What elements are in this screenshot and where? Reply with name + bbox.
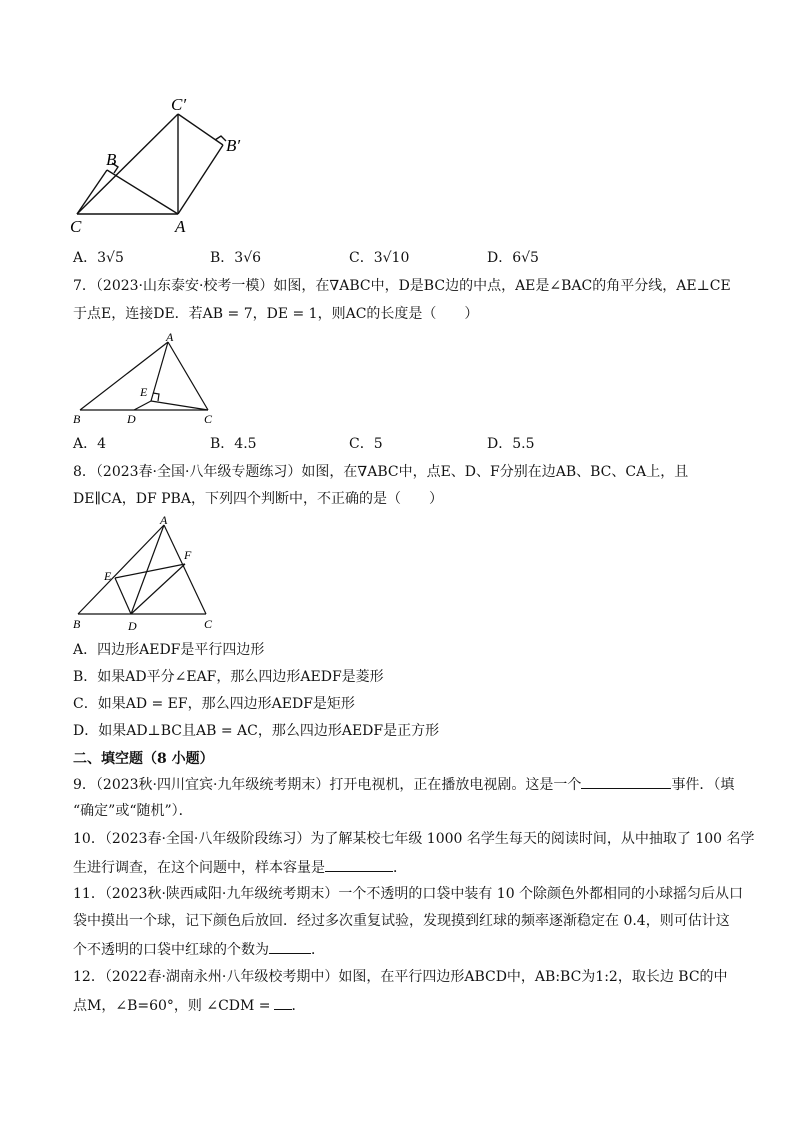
q7-figure <box>70 330 230 428</box>
q7-stem-line2: 于点E，连接DE．若AB = 7，DE = 1，则AC的长度是（ ） <box>73 306 479 322</box>
q11-line2: 袋中摸出一个球，记下颜色后放回．经过多次重复试验，发现摸到红球的频率逐渐稳定在 0.4，则可估计这 <box>73 913 730 929</box>
q6-option-a: A．3√5 <box>73 250 124 266</box>
q9-answer-blank[interactable] <box>581 774 671 789</box>
q10-line2 <box>73 857 407 878</box>
q11-text-a: 个不透明的口袋中红球的个数为 <box>73 942 269 958</box>
q6-figure <box>60 90 260 240</box>
q8-option-a: A．四边形AEDF是平行四边形 <box>73 642 265 658</box>
q9-line1 <box>73 774 734 795</box>
q6-label-c: C <box>70 217 82 236</box>
q7-label-e: E <box>140 385 148 399</box>
q8-option-c: C．如果AD = EF，那么四边形AEDF是矩形 <box>73 696 355 712</box>
q10-text-b: ． <box>393 860 407 876</box>
q8-option-d: D．如果AD⊥BC且AB = AC，那么四边形AEDF是正方形 <box>73 723 440 739</box>
q6-label-cprime: C′ <box>171 95 187 114</box>
q8-label-d: D <box>128 619 137 633</box>
q6-option-d: D．6√5 <box>487 250 539 266</box>
q8-stem-line1: 8．（2023春·全国·八年级专题练习）如图，在∇ABC中，点E、D、F分别在边AB、BC、CA上，且 <box>73 464 689 480</box>
q12-text-a: 点M，∠B=60°，则 ∠CDM = <box>73 998 271 1014</box>
q8-label-f: F <box>184 548 192 562</box>
q8-label-e: E <box>104 569 112 583</box>
q8-stem-line2: DE∥CA，DF PBA，下列四个判断中，不正确的是（ ） <box>73 491 443 507</box>
q12-line1: 12．（2022春·湖南永州·八年级校考期中）如图，在平行四边形ABCD中，AB:BC为1:2，取长边 BC的中 <box>73 969 728 985</box>
q9-line2: “确定”或“随机”）． <box>73 803 193 819</box>
q11-answer-blank[interactable] <box>269 939 311 954</box>
q6-label-bprime: B′ <box>226 136 241 155</box>
q6-label-b: B <box>106 150 117 169</box>
q9-text-b: 事件．（填 <box>671 777 735 793</box>
q6-option-b: B．3√6 <box>210 250 262 266</box>
q9-text-a: 9．（2023秋·四川宜宾·九年级统考期末）打开电视机，正在播放电视剧。这是一个 <box>73 777 582 793</box>
q7-option-b: B．4.5 <box>210 436 257 452</box>
q10-text-a: 生进行调查，在这个问题中，样本容量是 <box>73 860 325 876</box>
section-heading-fill-in: 二、填空题（8 小题） <box>73 751 214 767</box>
q7-option-c: C．5 <box>349 436 383 452</box>
q8-option-b: B．如果AD平分∠EAF，那么四边形AEDF是菱形 <box>73 669 384 685</box>
q8-label-c: C <box>204 617 213 631</box>
q10-line1: 10．（2023春·全国·八年级阶段练习）为了解某校七年级 1000 名学生每天的阅读时间，从中抽取了 100 名学 <box>73 831 755 847</box>
q7-stem-line1: 7．（2023·山东泰安·校考一模）如图，在∇ABC中，D是BC边的中点，AE是∠BAC的角平分线，AE⊥CE <box>73 278 731 294</box>
q7-label-c: C <box>204 412 213 426</box>
q6-option-c: C．3√10 <box>349 250 410 266</box>
q8-label-b: B <box>73 617 81 631</box>
q12-line2 <box>73 995 306 1016</box>
q12-answer-blank[interactable] <box>274 995 292 1010</box>
q8-figure <box>70 512 230 634</box>
q11-line1: 11．（2023秋·陕西咸阳·九年级统考期末）一个不透明的口袋中装有 10 个除颜色外都相同的小球摇匀后从口 <box>73 886 744 902</box>
q7-label-b: B <box>73 412 81 426</box>
q7-label-d: D <box>127 412 136 426</box>
q11-line3 <box>73 939 325 960</box>
q6-label-a: A <box>175 217 186 236</box>
q7-option-d: D．5.5 <box>487 436 535 452</box>
q10-answer-blank[interactable] <box>325 857 393 872</box>
q8-label-a: A <box>160 513 168 527</box>
q7-option-a: A．4 <box>73 436 107 452</box>
q11-text-b: ． <box>311 942 325 958</box>
q7-label-a: A <box>166 330 174 344</box>
q12-text-b: ． <box>291 998 306 1014</box>
